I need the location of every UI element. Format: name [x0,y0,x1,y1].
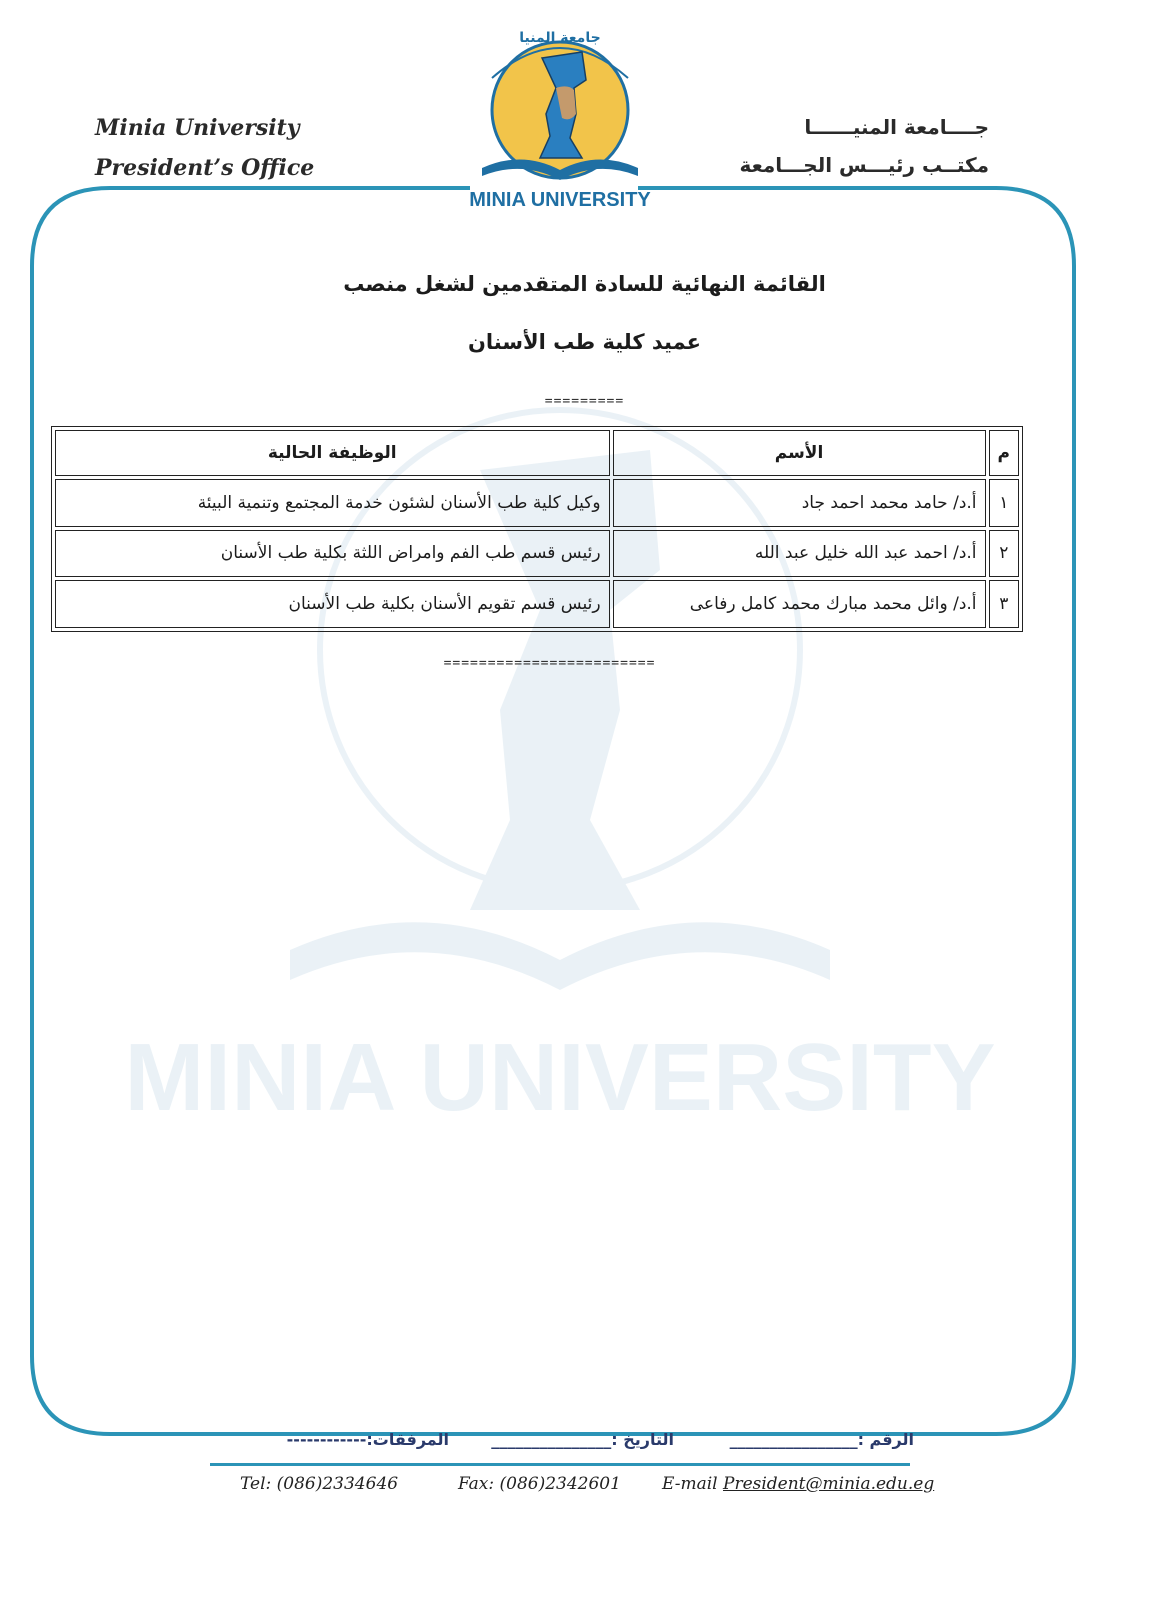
table-end-separator: ======================== [443,656,656,671]
office-name-english: President’s Office [95,155,315,181]
english-letterhead [95,108,325,188]
candidate-position: رئيس قسم تقويم الأسنان بكلية طب الأسنان [55,580,610,628]
column-header-name: الأسم [613,430,986,476]
telephone-number: Tel: (086)2334646 [240,1474,399,1494]
university-name-arabic: جــــامعة المنيــــــا [804,115,989,139]
logo-banner-text: MINIA UNIVERSITY [469,189,651,211]
column-header-position: الوظيفة الحالية [55,430,610,476]
document-title: القائمة النهائية للسادة المتقدمين لشغل منصب [343,272,826,296]
attachments-field: المرفقات:------------ [286,1430,449,1449]
row-number: ٣ [989,580,1019,628]
table-header-row [55,430,1019,476]
contact-info [0,1474,1129,1500]
document-subtitle: عميد كلية طب الأسنان [467,330,702,354]
email-label: E-mail [662,1474,718,1494]
row-number: ٢ [989,530,1019,578]
column-header-number: م [989,430,1019,476]
candidate-name: أ.د/ وائل محمد مبارك محمد كامل رفاعى [613,580,986,628]
row-number: ١ [989,479,1019,527]
fax-number: Fax: (086)2342601 [458,1474,621,1494]
office-name-arabic: مكتــب رئيـــس الجـــامعة [739,153,989,177]
arabic-letterhead [729,108,989,184]
footer-divider [210,1463,910,1466]
table-row [55,479,1019,527]
candidates-table [51,426,1023,632]
candidate-position: رئيس قسم طب الفم وامراض اللثة بكلية طب الأسنان [55,530,610,578]
title-separator: ========= [544,394,625,409]
university-name-english: Minia University [95,115,300,141]
table-row [55,530,1019,578]
reference-number-field: الرقم :________________ [729,1430,914,1449]
logo-arc-text: جامعة المنيا [519,30,601,46]
candidate-name: أ.د/ احمد عبد الله خليل عبد الله [613,530,986,578]
candidate-name: أ.د/ حامد محمد احمد جاد [613,479,986,527]
table-row [55,580,1019,628]
candidate-position: وكيل كلية طب الأسنان لشئون خدمة المجتمع وتنمية البيئة [55,479,610,527]
reference-fields [0,1430,1129,1460]
email-link[interactable]: President@minia.edu.eg [723,1474,935,1494]
date-field: التاريخ :_______________ [491,1430,674,1449]
watermark-text: MINIA UNIVERSITY [124,1024,996,1131]
